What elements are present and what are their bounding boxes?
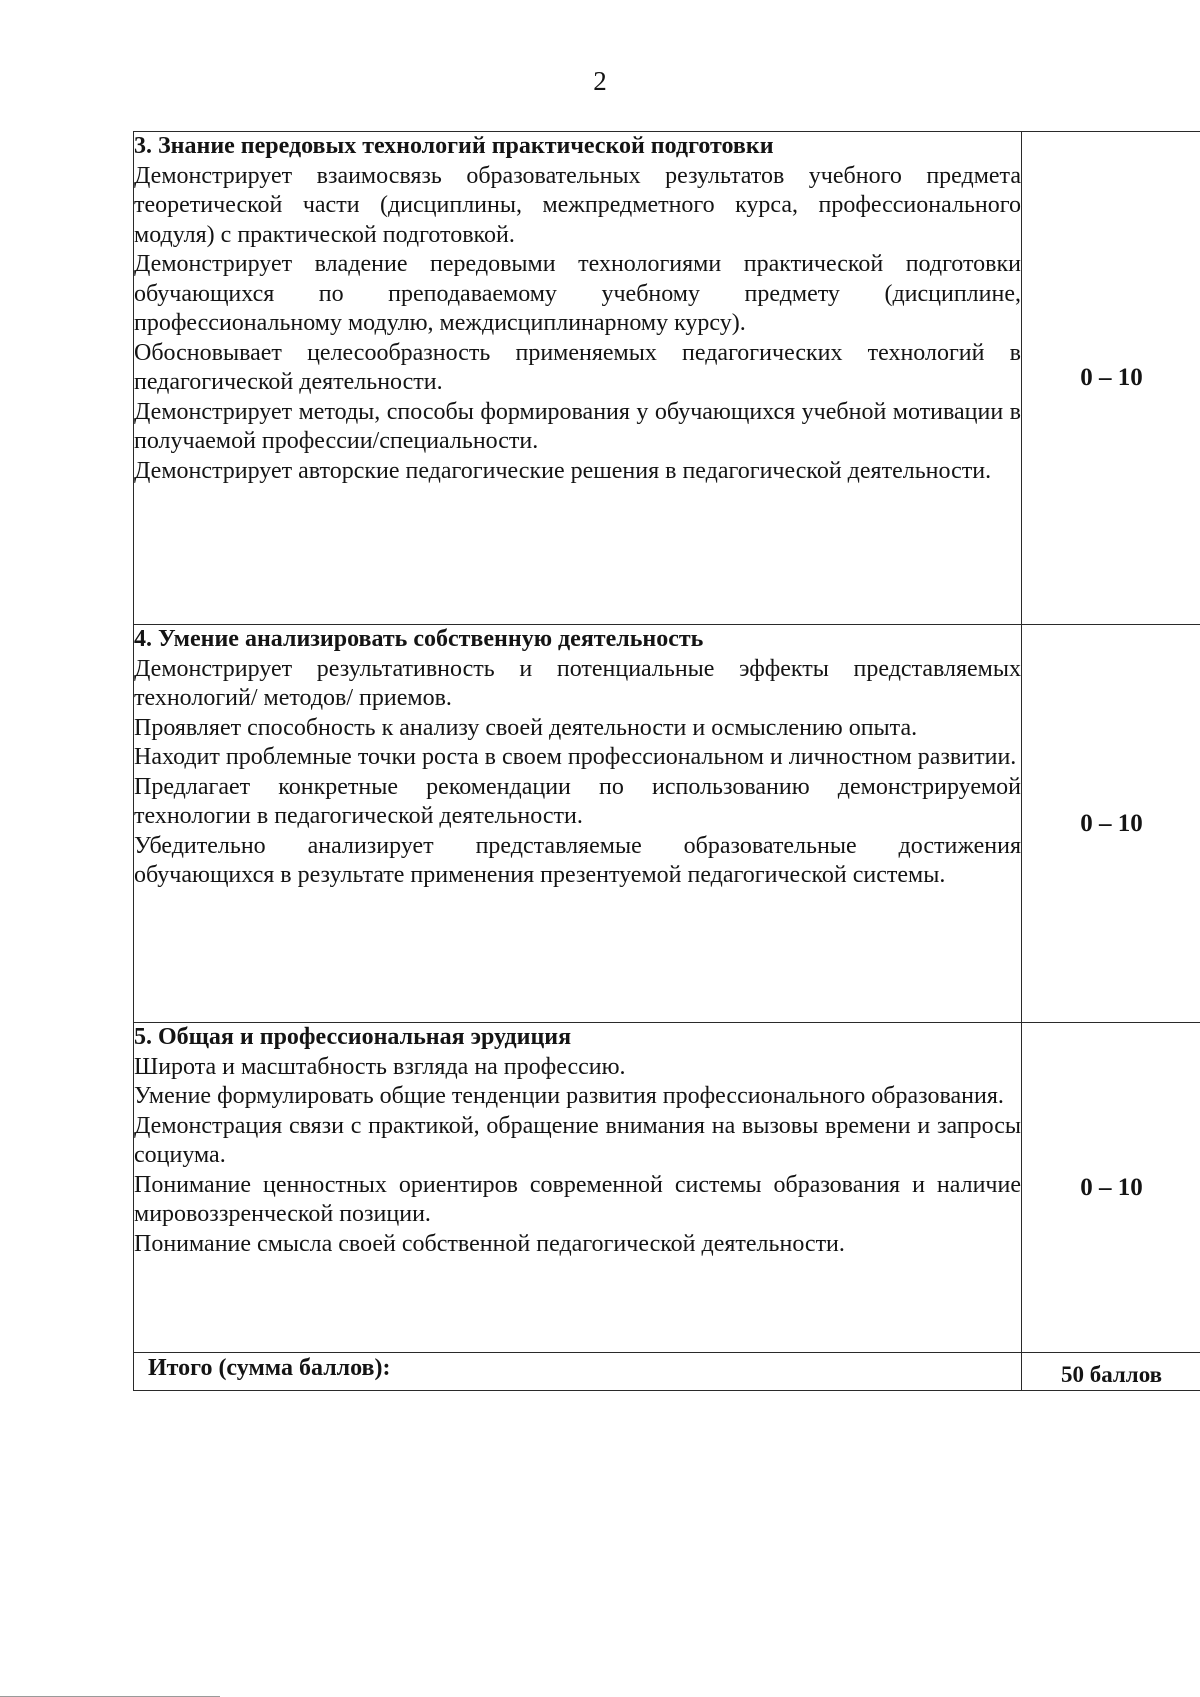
criterion-paragraph: Убедительно анализирует представляемые образовательные достижения обучающихся в результате применения презентуемой педагогической системы. bbox=[134, 832, 1021, 888]
criterion-paragraph: Демонстрирует авторские педагогические решения в педагогической деятельности. bbox=[134, 457, 992, 484]
criterion-paragraph: Демонстрирует результативность и потенциальные эффекты представляемых технологий/ методов/ приемов. bbox=[134, 655, 1021, 711]
page-number: 2 bbox=[593, 66, 607, 96]
criterion-title: 5. Общая и профессиональная эрудиция bbox=[134, 1024, 572, 1050]
total-value: 50 баллов bbox=[1022, 1353, 1200, 1391]
criterion-paragraph: Широта и масштабность взгляда на профессию. bbox=[134, 1053, 626, 1080]
criterion-title: 4. Умение анализировать собственную деятельность bbox=[134, 626, 704, 652]
criterion-score: 0 – 10 bbox=[1022, 1023, 1200, 1353]
criterion-paragraph: Демонстрирует взаимосвязь образовательных результатов учебного предмета теоретической части (дисциплины, межпредметного курса, профессионального модуля) с практической подготовкой. bbox=[134, 162, 1021, 248]
total-label: Итого (сумма баллов): bbox=[134, 1353, 1022, 1391]
criterion-paragraph: Демонстрация связи с практикой, обращение внимания на вызовы времени и запросы социума. bbox=[134, 1112, 1021, 1168]
criterion-paragraph: Понимание смысла своей собственной педагогической деятельности. bbox=[134, 1230, 845, 1257]
criterion-paragraph: Находит проблемные точки роста в своем профессиональном и личностном развитии. bbox=[134, 744, 1017, 770]
criterion-paragraph: Проявляет способность к анализу своей деятельности и осмыслению опыта. bbox=[134, 714, 918, 741]
criterion-score: 0 – 10 bbox=[1022, 132, 1200, 625]
criterion-paragraph: Демонстрирует владение передовыми технологиями практической подготовки обучающихся по преподаваемому учебному предмету (дисциплине, профессиональному модулю, междисциплинарному курсу). bbox=[134, 251, 1021, 336]
criteria-table bbox=[133, 131, 1200, 1391]
total-row bbox=[134, 1353, 1200, 1391]
criterion-row bbox=[134, 132, 1200, 625]
criterion-paragraph: Предлагает конкретные рекомендации по использованию демонстрируемой технологии в педагогической деятельности. bbox=[134, 773, 1021, 829]
criterion-paragraph: Понимание ценностных ориентиров современной системы образования и наличие мировоззренческой позиции. bbox=[134, 1171, 1021, 1227]
criterion-row bbox=[134, 625, 1200, 1023]
criterion-paragraph: Обосновывает целесообразность применяемых педагогических технологий в педагогической деятельности. bbox=[134, 339, 1021, 395]
criterion-paragraph: Умение формулировать общие тенденции развития профессионального образования. bbox=[134, 1083, 1004, 1109]
criterion-title: 3. Знание передовых технологий практической подготовки bbox=[134, 133, 774, 159]
criterion-paragraph: Демонстрирует методы, способы формирования у обучающихся учебной мотивации в получаемой профессии/специальности. bbox=[134, 398, 1021, 454]
criterion-description bbox=[134, 625, 1022, 1023]
criterion-score: 0 – 10 bbox=[1022, 625, 1200, 1023]
criterion-description bbox=[134, 1023, 1022, 1353]
criterion-description bbox=[134, 132, 1022, 625]
criterion-row bbox=[134, 1023, 1200, 1353]
